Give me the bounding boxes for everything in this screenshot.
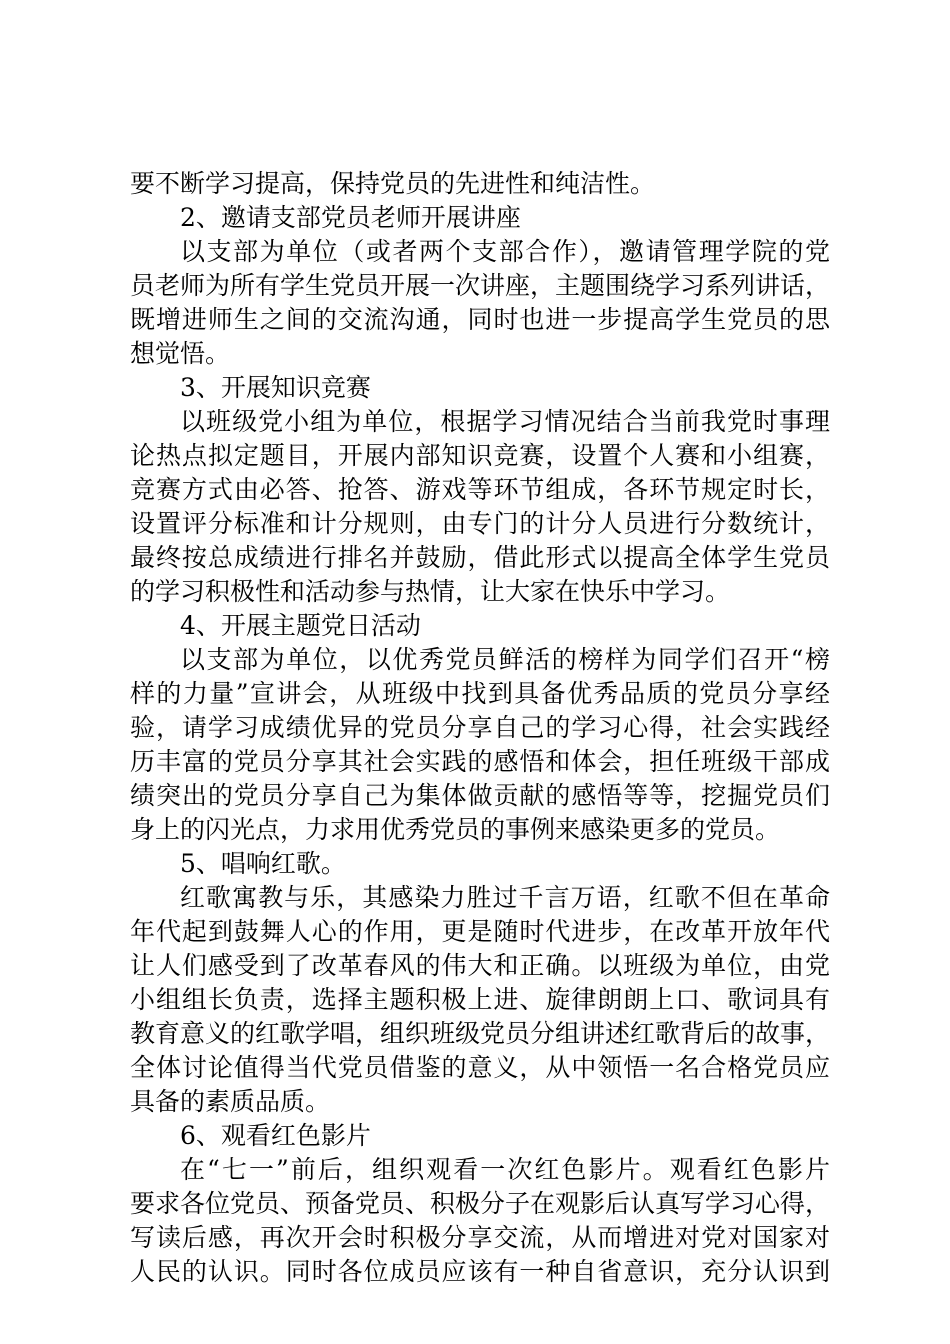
text-line: 小组组长负责，选择主题积极上进、旋律朗朗上口、歌词具有 bbox=[130, 985, 830, 1014]
section-heading: 3、开展知识竞赛 bbox=[180, 373, 371, 402]
text-line: 要求各位党员、预备党员、积极分子在观影后认真写学习心得， bbox=[130, 1189, 831, 1218]
text-line: 最终按总成绩进行排名并鼓励，借此形式以提高全体学生党员 bbox=[130, 543, 830, 572]
text-line: 写读后感，再次开会时积极分享交流，从而增进对党对国家对 bbox=[130, 1223, 830, 1252]
text-line: 教育意义的红歌学唱，组织班级党员分组讲述红歌背后的故事， bbox=[130, 1019, 831, 1048]
text-line: 身上的闪光点，力求用优秀党员的事例来感染更多的党员。 bbox=[130, 815, 781, 844]
text-line: 样的力量”宣讲会，从班级中找到具备优秀品质的党员分享经 bbox=[130, 679, 830, 708]
text-line: 年代起到鼓舞人心的作用，更是随时代进步，在改革开放年代 bbox=[130, 917, 830, 946]
text-line: 想觉悟。 bbox=[130, 339, 231, 368]
text-line: 以支部为单位，以优秀党员鲜活的榜样为同学们召开“榜 bbox=[180, 645, 830, 674]
text-line: 全体讨论值得当代党员借鉴的意义，从中领悟一名合格党员应 bbox=[130, 1053, 830, 1082]
text-line: 的学习积极性和活动参与热情，让大家在快乐中学习。 bbox=[130, 577, 731, 606]
section-heading: 4、开展主题党日活动 bbox=[180, 611, 421, 640]
text-line: 具备的素质品质。 bbox=[130, 1087, 331, 1116]
text-line: 论热点拟定题目，开展内部知识竞赛，设置个人赛和小组赛， bbox=[130, 441, 830, 470]
text-line: 设置评分标准和计分规则，由专门的计分人员进行分数统计， bbox=[130, 509, 830, 538]
text-line: 要不断学习提高，保持党员的先进性和纯洁性。 bbox=[130, 169, 656, 198]
text-line: 让人们感受到了改革春风的伟大和正确。以班级为单位，由党 bbox=[130, 951, 830, 980]
section-heading: 2、邀请支部党员老师开展讲座 bbox=[180, 203, 521, 232]
text-line: 以班级党小组为单位，根据学习情况结合当前我党时事理 bbox=[180, 407, 830, 436]
text-line: 绩突出的党员分享自己为集体做贡献的感悟等等，挖掘党员们 bbox=[130, 781, 830, 810]
text-line: 既增进师生之间的交流沟通，同时也进一步提高学生党员的思 bbox=[130, 305, 830, 334]
text-line: 以支部为单位（或者两个支部合作），邀请管理学院的党 bbox=[180, 237, 830, 266]
document-page bbox=[130, 167, 830, 1289]
text-line: 在“七一”前后，组织观看一次红色影片。观看红色影片 bbox=[180, 1155, 830, 1184]
section-heading: 5、唱响红歌。 bbox=[180, 849, 346, 878]
text-line: 红歌寓教与乐，其感染力胜过千言万语，红歌不但在革命 bbox=[180, 883, 830, 912]
text-line: 人民的认识。同时各位成员应该有一种自省意识，充分认识到 bbox=[130, 1257, 830, 1286]
section-heading: 6、观看红色影片 bbox=[180, 1121, 371, 1150]
text-line: 竞赛方式由必答、抢答、游戏等环节组成，各环节规定时长， bbox=[130, 475, 830, 504]
text-line: 历丰富的党员分享其社会实践的感悟和体会，担任班级干部成 bbox=[130, 747, 830, 776]
text-line: 员老师为所有学生党员开展一次讲座，主题围绕学习系列讲话， bbox=[130, 271, 831, 300]
text-line: 验，请学习成绩优异的党员分享自己的学习心得，社会实践经 bbox=[130, 713, 830, 742]
